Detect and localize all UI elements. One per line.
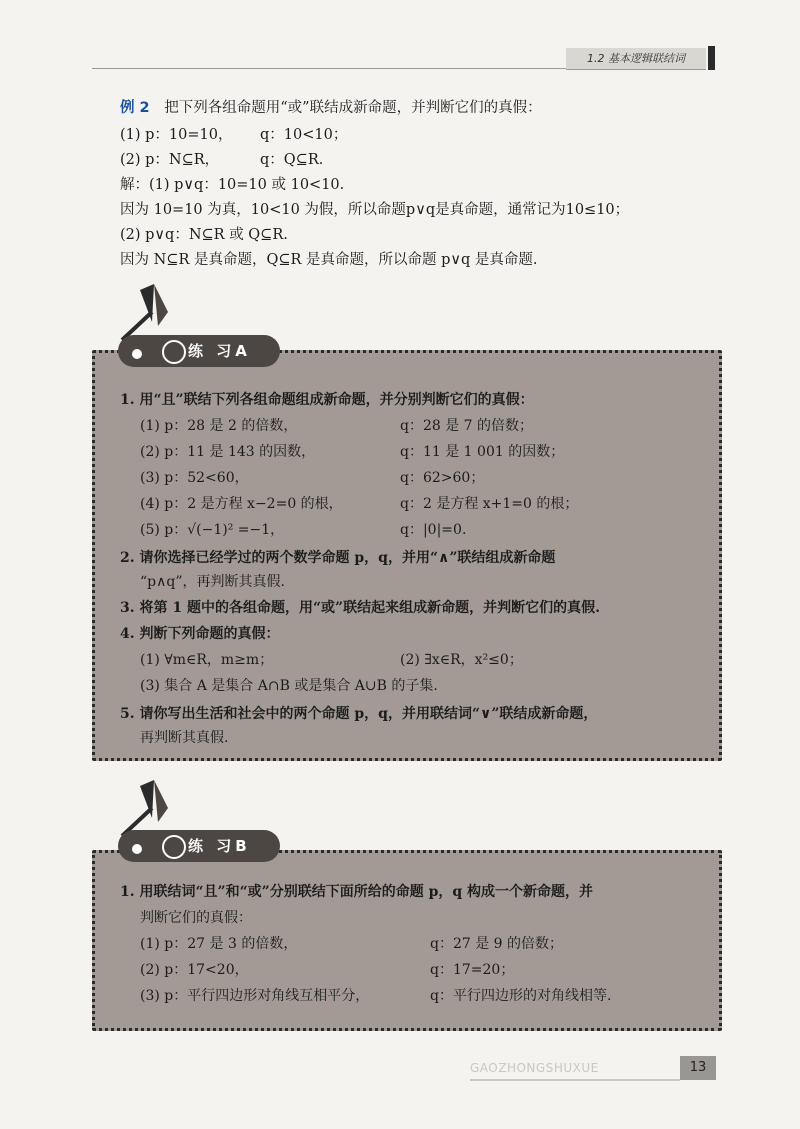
exercise-b-q1-q: q：平行四边形的对角线相等. <box>430 988 612 1004</box>
solution-line: 因为 N⊆R 是真命题，Q⊆R 是真命题，所以命题 p∨q 是真命题. <box>120 252 538 268</box>
exercise-a-tab <box>118 335 280 367</box>
example-text: 把下列各组命题用“或”联结成新命题，并判断它们的真假： <box>164 100 542 116</box>
exercise-a-q5: 5. 请你写出生活和社会中的两个命题 p，q，并用联结词“∨”联结成新命题， <box>120 706 598 722</box>
exercise-b-q1-p: (3) p：平行四边形对角线互相平分， <box>140 988 370 1004</box>
exercise-a-q4-a: (1) ∀m∈R，m≥m； <box>140 652 274 668</box>
solution-line: (2) p∨q：N⊆R 或 Q⊆R. <box>120 227 288 243</box>
example-label: 例 2 <box>120 100 150 116</box>
exercise-a-q4: 4. 判断下列命题的真假： <box>120 626 280 642</box>
exercise-a-q1-p: (1) p：28 是 2 的倍数， <box>140 418 298 434</box>
example-item-q: q：10<10； <box>260 127 348 143</box>
exercise-b-q1-p: (1) p：27 是 3 的倍数， <box>140 936 298 952</box>
solution-line: 因为 10=10 为真，10<10 为假，所以命题p∨q是真命题，通常记为10≤10； <box>120 202 630 218</box>
ring-icon <box>162 835 186 859</box>
exercise-a-q1-q: q：28 是 7 的倍数； <box>400 418 534 434</box>
exercise-a-q1: 1. 用“且”联结下列各组命题组成新命题，并分别判断它们的真假： <box>120 392 534 408</box>
exercise-a-q4-b: (2) ∃x∈R，x²≤0； <box>400 652 523 668</box>
exercise-a-q1-p: (2) p：11 是 143 的因数， <box>140 444 316 460</box>
page-number: 13 <box>680 1056 716 1080</box>
header-bar <box>708 46 715 70</box>
exercise-a-q1-p: (5) p：√(−1)² =−1， <box>140 522 285 538</box>
exercise-b-tab <box>118 830 280 862</box>
exercise-a-q3: 3. 将第 1 题中的各组命题，用“或”联结起来组成新命题，并判断它们的真假. <box>120 600 600 616</box>
footer-series: GAOZHONGSHUXUE <box>470 1061 599 1075</box>
exercise-a-q2: 2. 请你选择已经学过的两个数学命题 p，q，并用“∧”联结组成新命题 <box>120 550 556 566</box>
example-item-p: (2) p：N⊆R， <box>120 152 220 168</box>
exercise-b-q1-q: q：17=20； <box>430 962 515 978</box>
exercise-a-q1-q: q：|0|=0. <box>400 522 467 538</box>
example-item-2 <box>120 150 324 170</box>
exercise-a-q5-cont: 再判断其真假. <box>140 730 229 746</box>
exercise-a-q1-q: q：62>60； <box>400 470 485 486</box>
exercise-b-q1-cont: 判断它们的真假： <box>140 910 252 926</box>
exercise-a-q4-c: (3) 集合 A 是集合 A∩B 或是集合 A∪B 的子集. <box>140 678 438 694</box>
exercise-b-q1: 1. 用联结词“且”和“或”分别联结下面所给的命题 p，q 构成一个新命题，并 <box>120 884 594 900</box>
example-item-q: q：Q⊆R. <box>260 152 324 168</box>
bullet-icon <box>132 349 142 359</box>
exercise-b-title: 练 习B <box>188 837 251 855</box>
example-item-p: (1) p：10=10， <box>120 127 233 143</box>
section-header: 1.2 基本逻辑联结词 <box>566 48 706 70</box>
exercise-a-title: 练 习A <box>188 342 251 360</box>
exercise-b-q1-q: q：27 是 9 的倍数； <box>430 936 564 952</box>
exercise-a-q1-p: (3) p：52<60， <box>140 470 249 486</box>
bullet-icon <box>132 844 142 854</box>
exercise-a-q1-q: q：2 是方程 x+1=0 的根； <box>400 496 579 512</box>
footer-rule <box>470 1079 680 1081</box>
example-title <box>120 98 542 118</box>
exercise-a-q1-q: q：11 是 1 001 的因数； <box>400 444 565 460</box>
example-item-1 <box>120 125 348 145</box>
ring-icon <box>162 340 186 364</box>
solution-line: 解：(1) p∨q：10=10 或 10<10. <box>120 177 345 193</box>
exercise-a-q2-cont: “p∧q”，再判断其真假. <box>140 574 285 590</box>
exercise-b-q1-p: (2) p：17<20， <box>140 962 249 978</box>
exercise-a-q1-p: (4) p：2 是方程 x−2=0 的根， <box>140 496 343 512</box>
